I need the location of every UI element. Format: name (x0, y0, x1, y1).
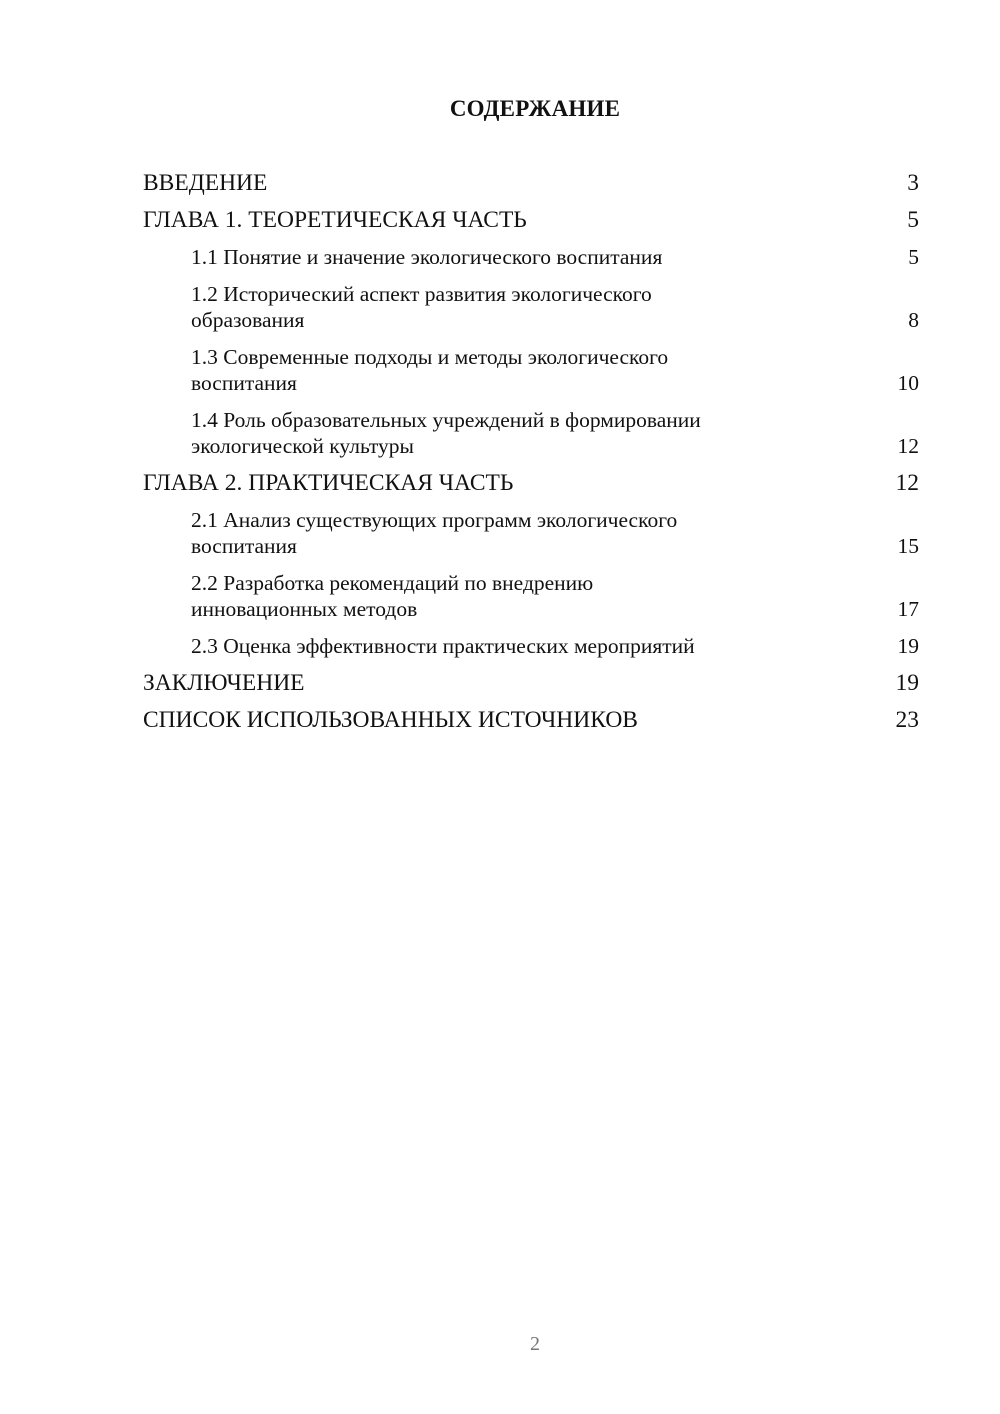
toc-entry-page: 19 (897, 634, 919, 658)
toc-entry-introduction[interactable] (143, 170, 919, 196)
toc-entry-page: 12 (897, 434, 919, 458)
toc-entry-page: 15 (897, 534, 919, 558)
toc-entry-page: 3 (907, 170, 919, 196)
toc-entry-title: 2.1 Анализ существующих программ экологического воспитания (191, 508, 678, 558)
toc-entry-section-2-3[interactable] (143, 633, 919, 659)
toc-entry-page: 5 (908, 245, 919, 269)
toc-entry-section-2-2[interactable] (143, 570, 919, 622)
toc-entry-chapter-1[interactable] (143, 207, 919, 233)
toc-entry-page: 17 (897, 597, 919, 621)
toc-entry-title: 2.3 Оценка эффективности практических мероприятий (191, 634, 695, 658)
toc-entry-section-2-1[interactable] (143, 507, 919, 559)
toc-entry-title: 1.1 Понятие и значение экологического воспитания (191, 245, 663, 269)
page-number: 2 (530, 1333, 540, 1355)
toc-entry-title: 1.3 Современные подходы и методы экологического воспитания (191, 345, 669, 395)
toc-entry-section-1-3[interactable] (143, 344, 919, 396)
toc-entry-page: 10 (897, 371, 919, 395)
toc-entry-page: 8 (908, 308, 919, 332)
toc-entry-page: 23 (895, 707, 919, 733)
toc-entry-section-1-1[interactable] (143, 244, 919, 270)
page-title: СОДЕРЖАНИЕ (449, 96, 621, 121)
toc-entry-title: ГЛАВА 2. ПРАКТИЧЕСКАЯ ЧАСТЬ (143, 470, 514, 496)
toc-entry-chapter-2[interactable] (143, 470, 919, 496)
toc-entry-section-1-4[interactable] (143, 407, 919, 459)
toc-entry-page: 19 (895, 670, 919, 696)
toc-entry-title: 1.4 Роль образовательных учреждений в формировании экологической культуры (191, 408, 701, 458)
toc-entry-title: СПИСОК ИСПОЛЬЗОВАННЫХ ИСТОЧНИКОВ (143, 707, 638, 733)
toc-entry-title: ГЛАВА 1. ТЕОРЕТИЧЕСКАЯ ЧАСТЬ (143, 207, 527, 233)
toc-entry-title: ВВЕДЕНИЕ (143, 170, 268, 196)
toc-entry-title: ЗАКЛЮЧЕНИЕ (143, 670, 305, 696)
toc-entry-title: 1.2 Исторический аспект развития экологического образования (191, 282, 652, 332)
toc-entry-references[interactable] (143, 707, 919, 733)
toc-entry-page: 12 (895, 470, 919, 496)
toc-entry-title: 2.2 Разработка рекомендаций по внедрению инновационных методов (191, 571, 594, 621)
toc-entry-page: 5 (907, 207, 919, 233)
toc-entry-conclusion[interactable] (143, 670, 919, 696)
table-of-contents (143, 170, 919, 744)
toc-entry-section-1-2[interactable] (143, 281, 919, 333)
